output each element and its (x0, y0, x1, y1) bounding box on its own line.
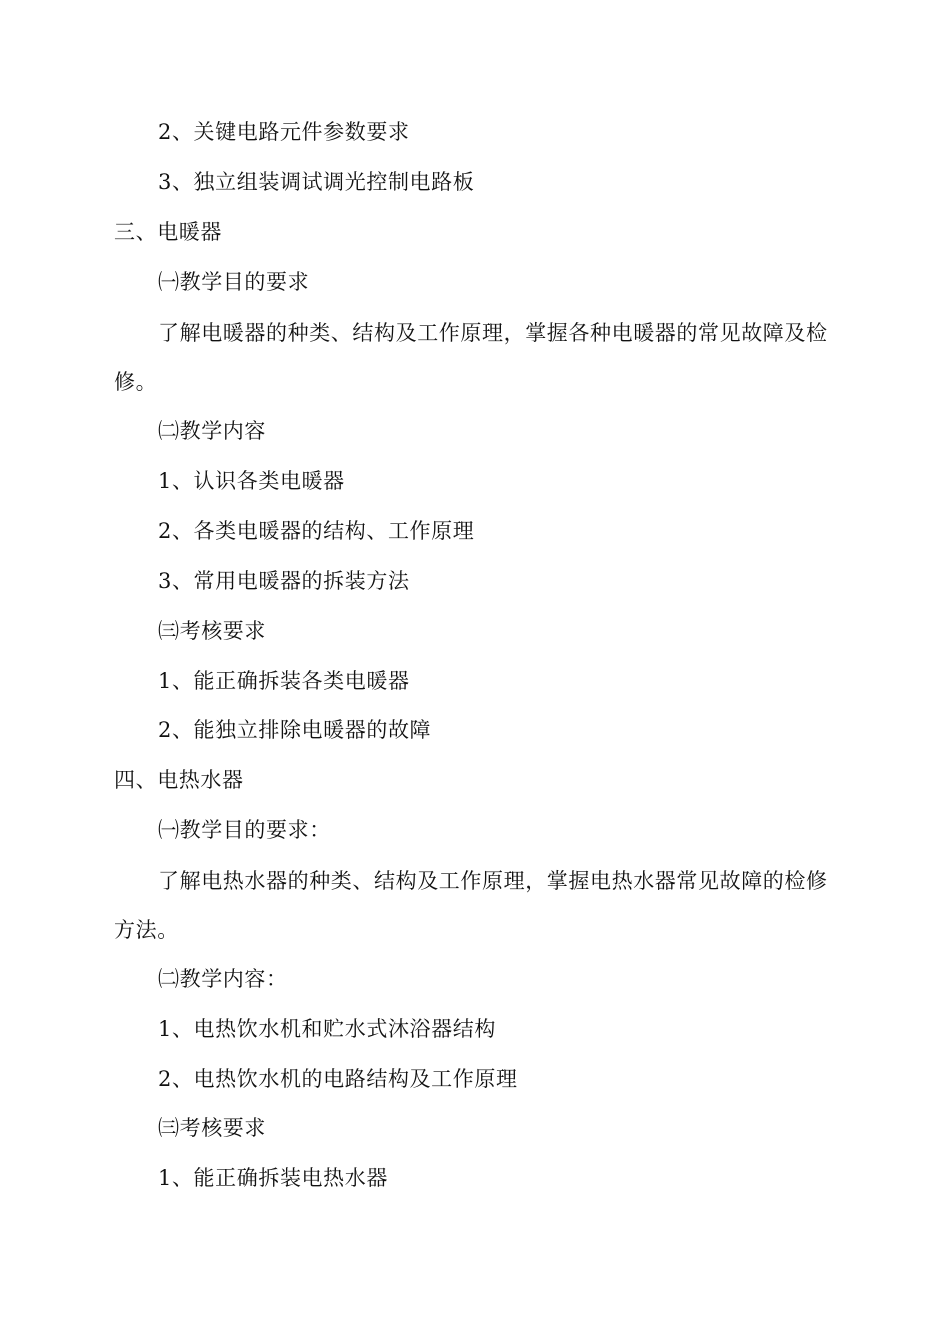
list-item: 1、能正确拆装各类电暖器 (158, 669, 410, 693)
list-item: 2、电热饮水机的电路结构及工作原理 (158, 1067, 518, 1091)
list-item: 2、能独立排除电暖器的故障 (158, 718, 432, 742)
list-item: 3、常用电暖器的拆装方法 (158, 569, 410, 593)
subsection-heading: ㈢考核要求 (158, 619, 266, 643)
subsection-heading: ㈠教学目的要求： (158, 818, 331, 842)
section-heading: 三、电暖器 (114, 220, 222, 244)
list-item: 2、关键电路元件参数要求 (158, 120, 410, 144)
paragraph: 了解电暖器的种类、结构及工作原理，掌握各种电暖器的常见故障及检修。 (114, 321, 828, 394)
list-item: 2、各类电暖器的结构、工作原理 (158, 519, 475, 543)
list-item: 1、电热饮水机和贮水式沐浴器结构 (158, 1017, 496, 1041)
paragraph: 了解电热水器的种类、结构及工作原理，掌握电热水器常见故障的检修方法。 (114, 869, 828, 942)
subsection-heading: ㈠教学目的要求 (158, 270, 310, 294)
list-item: 1、能正确拆装电热水器 (158, 1166, 388, 1190)
subsection-heading: ㈡教学内容： (158, 967, 288, 991)
list-item: 3、独立组装调试调光控制电路板 (158, 170, 475, 194)
subsection-heading: ㈡教学内容 (158, 419, 266, 443)
subsection-heading: ㈢考核要求 (158, 1116, 266, 1140)
list-item: 1、认识各类电暖器 (158, 469, 345, 493)
section-heading: 四、电热水器 (114, 768, 244, 792)
